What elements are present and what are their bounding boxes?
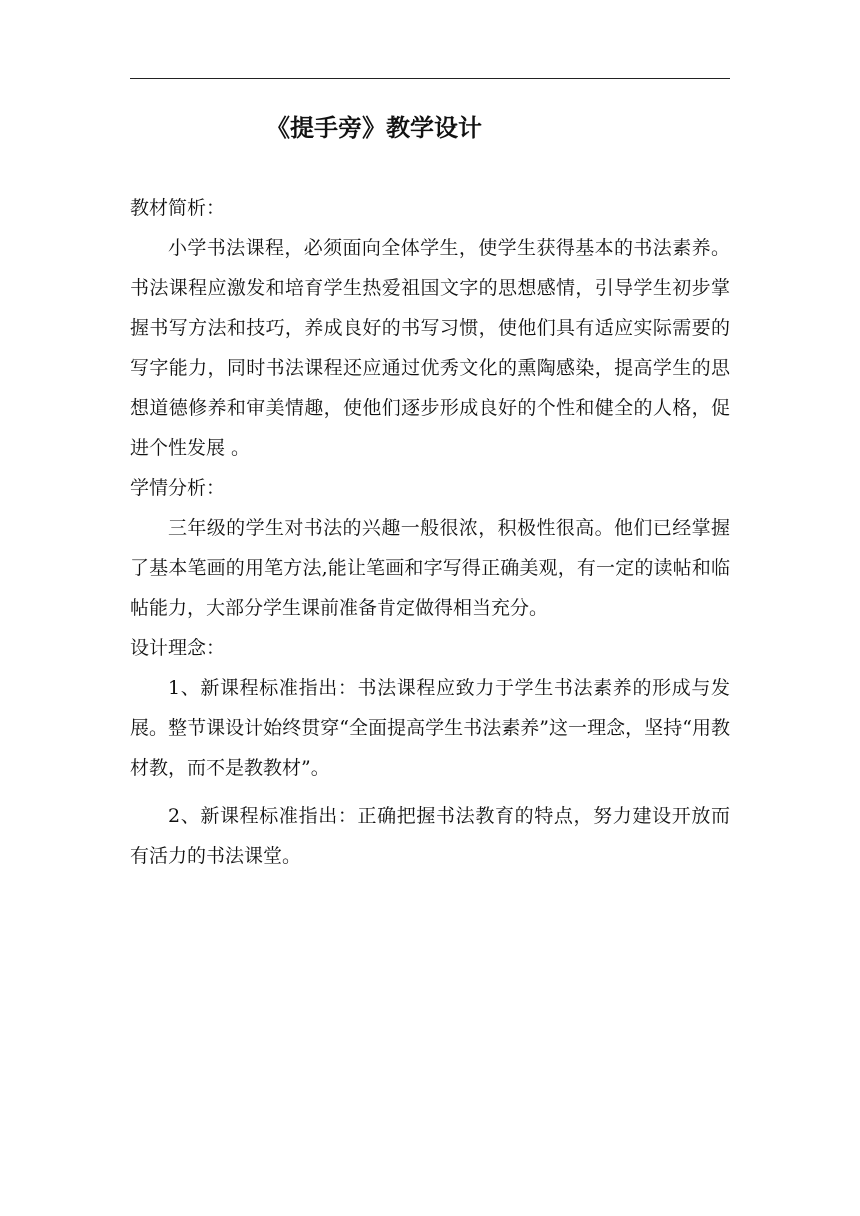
paragraph-textbook-analysis: 小学书法课程，必须面向全体学生，使学生获得基本的书法素养。书法课程应激发和培育学生热爱祖国文字的思想感情，引导学生初步掌握书写方法和技巧，养成良好的书写习惯，使他们具有适应实际需要的写字能力，同时书法课程还应通过优秀文化的熏陶感染，提高学生的思想道德修养和审美情趣，使他们逐步形成良好的个性和健全的人格，促进个性发展 。 [130,237,730,459]
header-rule [130,78,730,79]
section-heading-textbook-analysis: 教材简析： [130,197,226,219]
section-heading-design-concept: 设计理念： [130,637,226,659]
paragraph-student-analysis: 三年级的学生对书法的兴趣一般很浓，积极性很高。他们已经掌握了基本笔画的用笔方法,能让笔画和字写得正确美观，有一定的读帖和临帖能力，大部分学生课前准备肯定做得相当充分。 [130,517,730,619]
paragraph-design-concept-point-1: 1、新课程标准指出：书法课程应致力于学生书法素养的形成与发展。整节课设计始终贯穿“全面提高学生书法素养”这一理念，坚持“用教材教，而不是教教材”。 [130,677,730,779]
paragraph-design-concept-point-2: 2、新课程标准指出：正确把握书法教育的特点，努力建设开放而有活力的书法课堂。 [130,805,730,867]
document-title: 《提手旁》教学设计 [266,114,482,142]
document-body [130,188,730,876]
section-heading-student-analysis: 学情分析： [130,477,226,499]
